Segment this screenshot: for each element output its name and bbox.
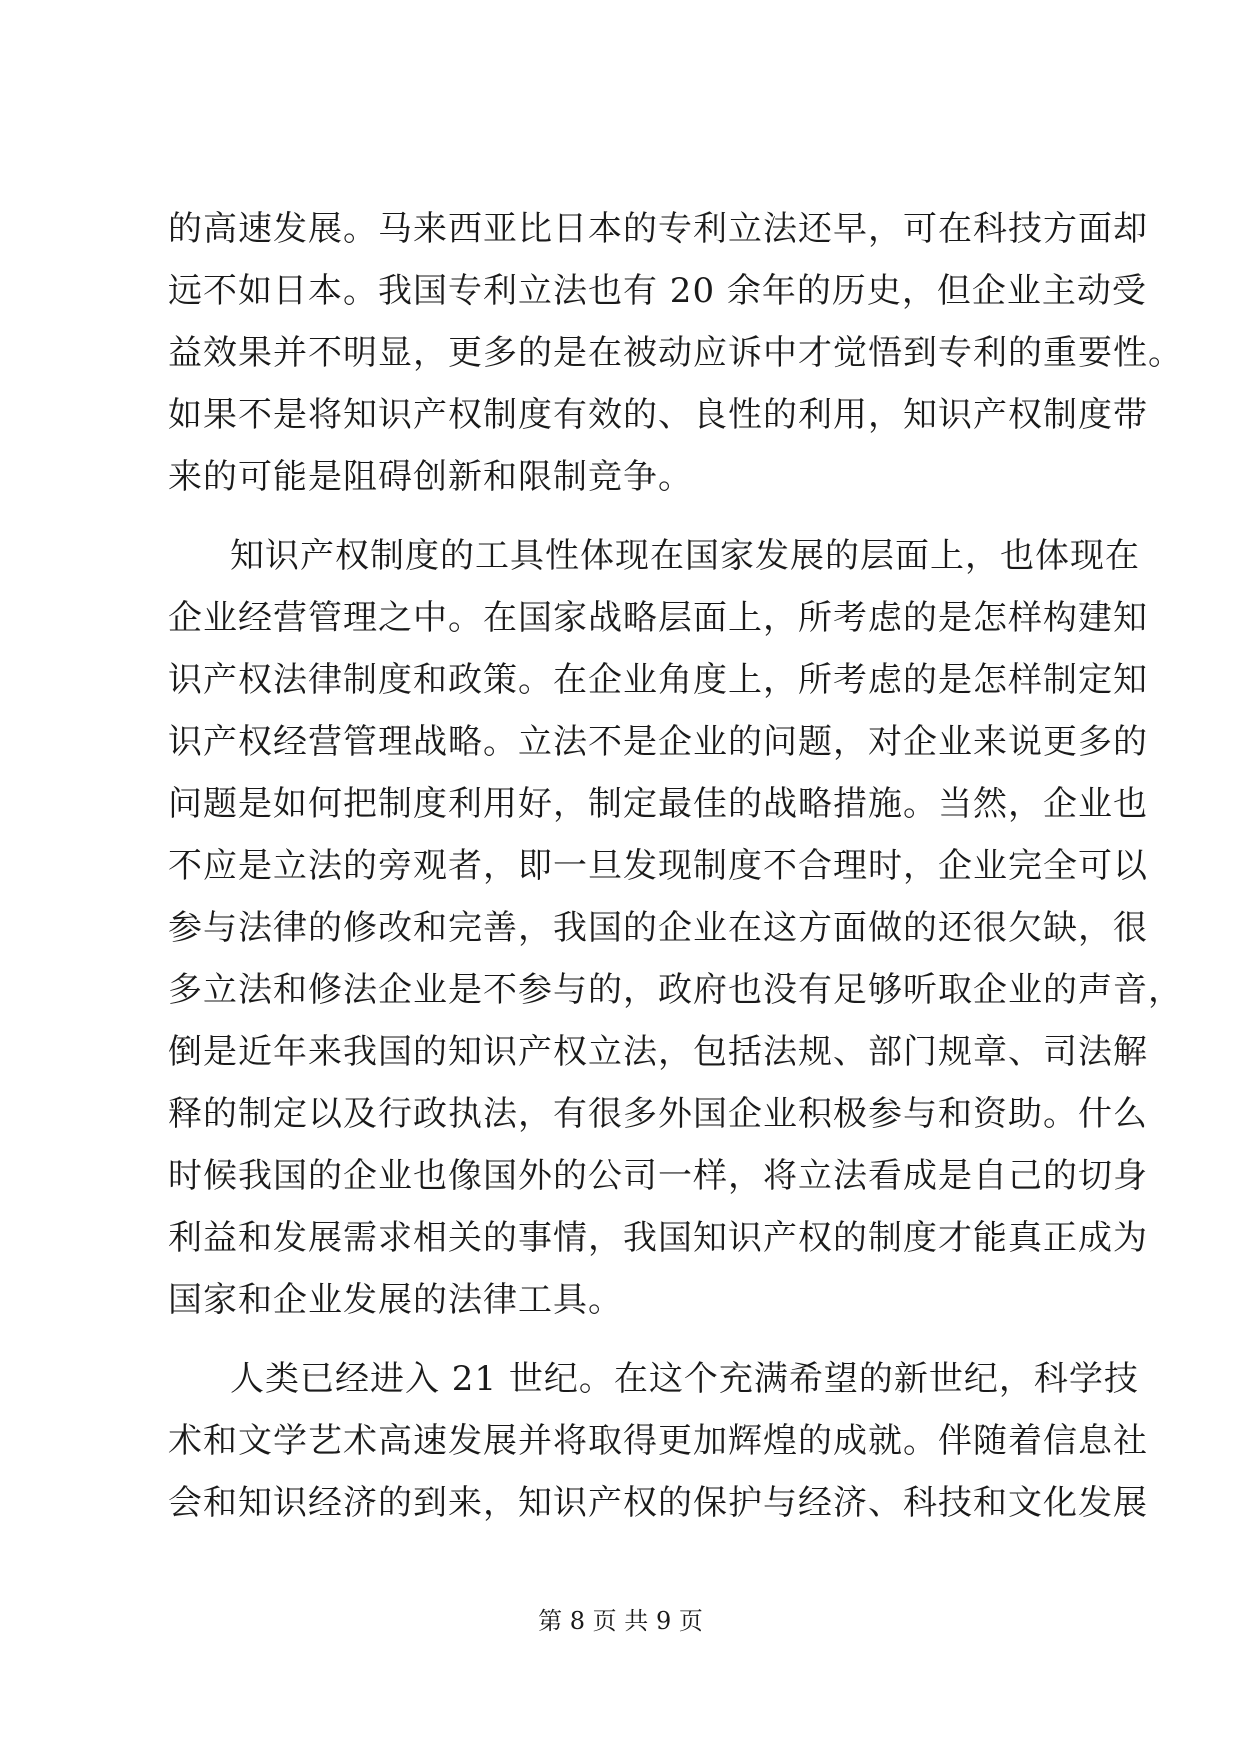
paragraph-2-first-line: 知识产权制度的工具性体现在国家发展的层面上，也体现在 <box>230 536 1140 576</box>
body-line-15: 释的制定以及行政执法，有很多外国企业积极参与和资助。什么 <box>168 1094 1148 1134</box>
body-line-9: 识产权经营管理战略。立法不是企业的问题，对企业来说更多的 <box>168 722 1148 762</box>
page-footer: 第 8 页 共 9 页 <box>538 1607 703 1635</box>
body-line-21: 会和知识经济的到来，知识产权的保护与经济、科技和文化发展 <box>168 1483 1148 1523</box>
body-line-3: 益效果并不明显，更多的是在被动应诉中才觉悟到专利的重要性。 <box>168 333 1183 373</box>
body-line-10: 问题是如何把制度利用好，制定最佳的战略措施。当然，企业也 <box>168 784 1148 824</box>
body-line-12: 参与法律的修改和完善，我国的企业在这方面做的还很欠缺，很 <box>168 908 1148 948</box>
body-line-4: 如果不是将知识产权制度有效的、良性的利用，知识产权制度带 <box>168 395 1148 435</box>
body-line-2: 远不如日本。我国专利立法也有 20 余年的历史，但企业主动受 <box>168 271 1147 311</box>
body-line-7: 企业经营管理之中。在国家战略层面上，所考虑的是怎样构建知 <box>168 598 1148 638</box>
body-line-8: 识产权法律制度和政策。在企业角度上，所考虑的是怎样制定知 <box>168 660 1148 700</box>
body-line-1: 的高速发展。马来西亚比日本的专利立法还早，可在科技方面却 <box>168 209 1148 249</box>
body-line-14: 倒是近年来我国的知识产权立法，包括法规、部门规章、司法解 <box>168 1032 1148 1072</box>
body-line-13: 多立法和修法企业是不参与的，政府也没有足够听取企业的声音， <box>168 970 1183 1010</box>
body-line-16: 时候我国的企业也像国外的公司一样，将立法看成是自己的切身 <box>168 1156 1148 1196</box>
body-line-17: 利益和发展需求相关的事情，我国知识产权的制度才能真正成为 <box>168 1218 1148 1258</box>
body-line-11: 不应是立法的旁观者，即一旦发现制度不合理时，企业完全可以 <box>168 846 1148 886</box>
paragraph-3-first-line: 人类已经进入 21 世纪。在这个充满希望的新世纪，科学技 <box>230 1359 1139 1399</box>
body-line-20: 术和文学艺术高速发展并将取得更加辉煌的成就。伴随着信息社 <box>168 1421 1148 1461</box>
body-line-5: 来的可能是阻碍创新和限制竞争。 <box>168 457 693 497</box>
body-line-18: 国家和企业发展的法律工具。 <box>168 1280 623 1320</box>
